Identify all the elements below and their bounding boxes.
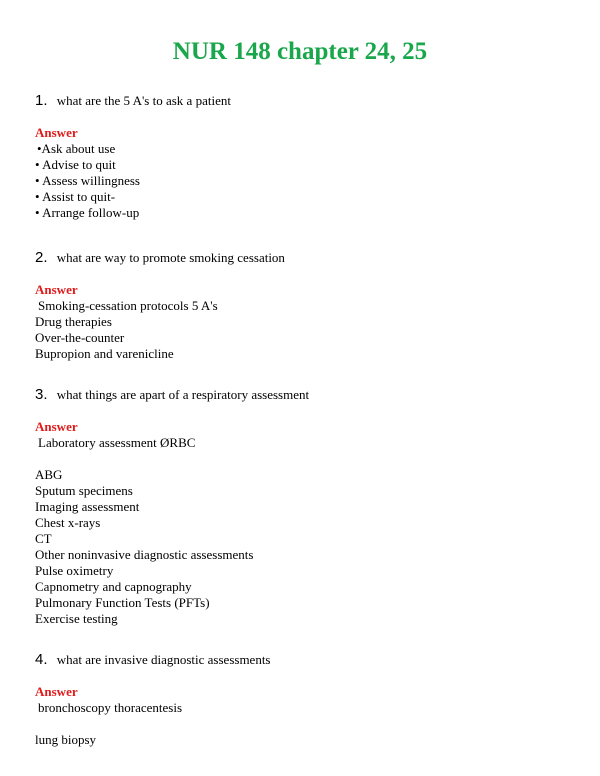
answer-line: Other noninvasive diagnostic assessments [35, 547, 254, 562]
answer-list-1 [35, 141, 140, 221]
answer-line: Capnometry and capnography [35, 579, 192, 594]
question-text: what are invasive diagnostic assessments [56, 652, 271, 667]
question-number: 3. [35, 386, 48, 403]
answer-line: Exercise testing [35, 611, 118, 626]
question-text: what are the 5 A's to ask a patient [56, 93, 231, 108]
answer-line: Chest x-rays [35, 515, 101, 530]
question-3 [35, 387, 309, 403]
answer-line: Bupropion and varenicline [35, 346, 174, 361]
answer-line: Imaging assessment [35, 499, 140, 514]
answer-label: Answer [35, 419, 78, 434]
answer-list-3 [35, 435, 253, 627]
answer-line: ABG [35, 467, 63, 482]
question-text: what things are apart of a respiratory assessment [56, 387, 310, 402]
answer-line: Sputum specimens [35, 483, 133, 498]
answer-list-2 [35, 298, 218, 362]
answer-line: Smoking-cessation protocols 5 A's [38, 298, 218, 313]
answer-list-4 [35, 700, 182, 748]
answer-line: Laboratory assessment ØRBC [38, 435, 196, 450]
answer-line: bronchoscopy thoracentesis [38, 700, 183, 715]
answer-label: Answer [35, 125, 78, 140]
answer-line: CT [35, 531, 52, 546]
question-1 [35, 93, 231, 109]
answer-line: Drug therapies [35, 314, 112, 329]
answer-line: • Advise to quit [35, 157, 116, 172]
spacer [35, 716, 182, 732]
question-number: 1. [35, 92, 48, 109]
answer-line: • Assist to quit- [35, 189, 116, 204]
answer-line: • Arrange follow-up [35, 205, 140, 220]
answer-label: Answer [35, 684, 78, 699]
question-number: 2. [35, 249, 48, 266]
answer-line: Over-the-counter [35, 330, 125, 345]
answer-line: Pulse oximetry [35, 563, 114, 578]
page-title: NUR 148 chapter 24, 25 [172, 38, 428, 65]
answer-label: Answer [35, 282, 78, 297]
answer-line: Pulmonary Function Tests (PFTs) [35, 595, 210, 610]
question-text: what are way to promote smoking cessation [56, 250, 285, 265]
answer-line: • Assess willingness [35, 173, 140, 188]
spacer [35, 451, 253, 467]
question-4 [35, 652, 271, 668]
question-2 [35, 250, 285, 266]
question-number: 4. [35, 651, 48, 668]
answer-line: lung biopsy [35, 732, 97, 747]
answer-line: •Ask about use [37, 141, 116, 156]
